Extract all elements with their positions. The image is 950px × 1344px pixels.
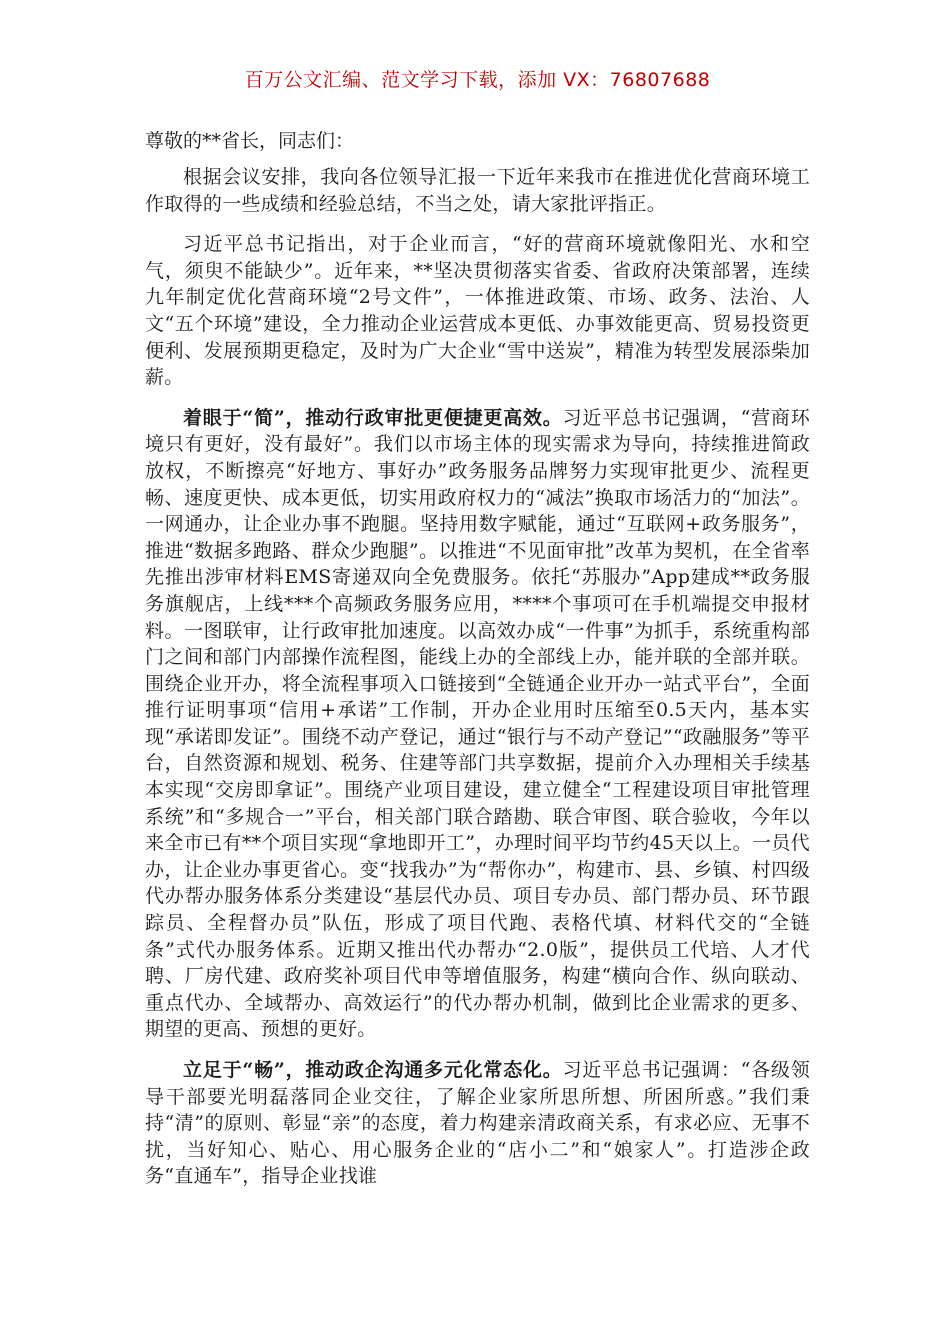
salutation: 尊敬的**省长，同志们： xyxy=(145,130,355,152)
paragraph-text: 根据会议安排，我向各位领导汇报一下近年来我市在推进优化营商环境工作取得的一些成绩和经验总结，不当之处，请大家批评指正。 xyxy=(145,166,810,215)
paragraph-overview xyxy=(145,231,810,391)
header-watermark: 百万公文汇编、范文学习下载，添加 VX：76807688 xyxy=(244,69,711,91)
paragraph-text: 习近平总书记指出，对于企业而言，“好的营商环境就像阳光、水和空气，须臾不能缺少”。近年来，**坚决贯彻落实省委、省政府决策部署，连续九年制定优化营商环境“2号文件”，一体推进政策、市场、政务、法治、人文“五个环境”建设，全力推动企业运营成本更低、办事效能更高、贸易投资更便利、发展预期更稳定，及时为广大企业“雪中送炭”，精准为转型发展添柴加薪。 xyxy=(145,233,810,389)
paragraph-text: 习近平总书记强调，“营商环境只有更好，没有最好”。我们以市场主体的现实需求为导向，持续推进简政放权，不断擦亮“好地方、事好办”政务服务品牌努力实现审批更少、流程更畅、速度更快、成本更低，切实用政府权力的“减法”换取市场活力的“加法”。一网通办，让企业办事不跑腿。坚持用数字赋能，通过“互联网+政务服务”，推进“数据多跑路、群众少跑腿”。以推进“不见面审批”改革为契机，在全省率先推出涉审材料EMS寄递双向全免费服务。依托“苏服办”App建成**政务服务旗舰店，上线***个高频政务服务应用，****个事项可在手机端提交申报材料。一图联审，让行政审批加速度。以高效办成“一件事”为抓手，系统重构部门之间和部门内部操作流程图，能线上办的全部线上办，能并联的全部并联。围绕企业开办，将全流程事项入口链接到“全链通企业开办一站式平台”，全面推行证明事项“信用+承诺”工作制，开办企业用时压缩至0.5天内，基本实现“承诺即发证”。围绕不动产登记，通过“银行与不动产登记”“政融服务”等平台，自然资源和规划、税务、住建等部门共享数据，提前介入办理相关手续基本实现“交房即拿证”。围绕产业项目建设，建立健全“工程建设项目审批管理系统”和“多规合一”平台，相关部门联合踏勘、联合审图、联合验收，今年以来全市已有**个项目实现“拿地即开工”，办理时间平均节约45天以上。一员代办，让企业办事更省心。变“找我办”为“帮你办”，构建市、县、乡镇、村四级代办帮办服务体系分类建设“基层代办员、项目专办员、部门帮办员、环节跟踪员、全程督办员”队伍，形成了项目代跑、表格代填、材料代交的“全链条”式代办服务体系。近期又推出代办帮办“2.0版”，提供员工代培、人才代聘、厂房代建、政府奖补项目代申等增值服务，构建“横向合作、纵向联动、重点代办、全域帮办、高效运行”的代办帮办机制，做到比企业需求的更多、期望的更高、预想的更好。 xyxy=(145,406,810,1041)
paragraph-simplify xyxy=(145,405,810,1043)
paragraph-communication xyxy=(145,1057,810,1190)
paragraph-lead: 立足于“畅”，推动政企沟通多元化常态化。 xyxy=(183,1059,563,1081)
paragraph-intro xyxy=(145,164,810,217)
paragraph-lead: 着眼于“简”，推动行政审批更便捷更高效。 xyxy=(183,406,563,429)
paragraph-text: 习近平总书记强调：“各级领导干部要光明磊落同企业交往，了解企业家所思所想、所困所惑。”我们秉持“清”的原则、彰显“亲”的态度，着力构建亲清政商关系，有求必应、无事不扰，当好知心、贴心、用心服务企业的“店小二”和“娘家人”。打造涉企政务“直通车”，指导企业找谁 xyxy=(145,1059,810,1188)
